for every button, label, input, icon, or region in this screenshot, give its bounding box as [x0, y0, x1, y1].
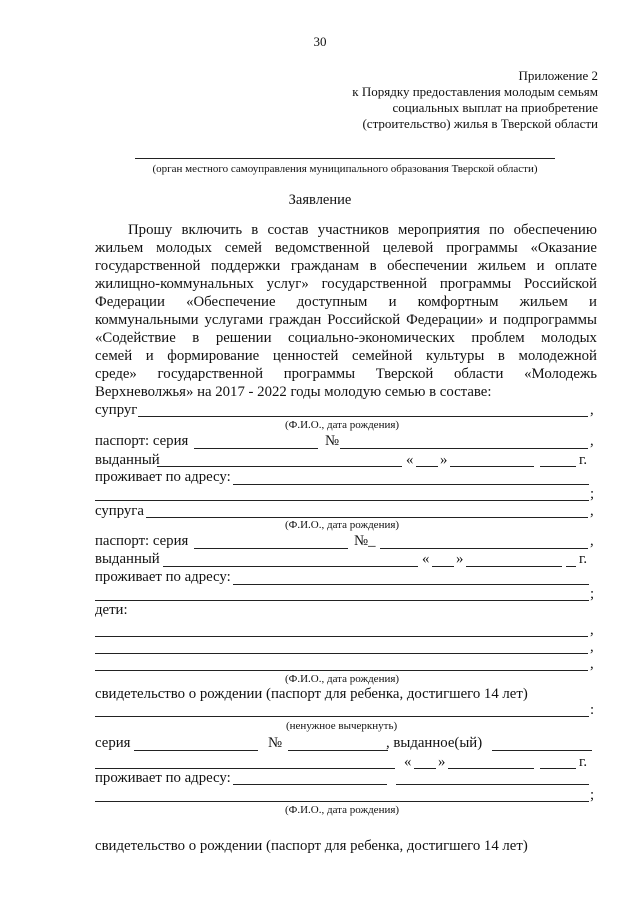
quote-close: » [440, 452, 448, 468]
issue-month-field[interactable] [466, 566, 562, 567]
comma: , [590, 402, 594, 418]
number-sign: № [325, 433, 340, 449]
issue-year-field[interactable] [566, 566, 576, 567]
certificate-number-field[interactable] [288, 750, 388, 751]
comma: , [590, 533, 594, 549]
spouse-m-label: супруг [95, 402, 138, 418]
spouse-m-name-field[interactable] [138, 416, 588, 417]
comma: , [590, 433, 594, 449]
number-sign: № [268, 735, 283, 751]
issue-day-field[interactable] [416, 466, 438, 467]
fio-caption: (Ф.И.О., дата рождения) [285, 419, 400, 431]
quote-open: « [422, 551, 430, 567]
birth-certificate-label: свидетельство о рождении (паспорт для ребенка, достигшего 14 лет) [95, 838, 528, 854]
issue-day-field[interactable] [432, 566, 454, 567]
comma: , [590, 622, 594, 638]
birth-certificate-label: свидетельство о рождении (паспорт для ребенка, достигшего 14 лет) [95, 686, 528, 702]
address-field-line-2[interactable] [95, 801, 589, 802]
year-abbr: г. [579, 754, 588, 770]
paragraph-line-7: «Содействие в решении социально-экономических проблем молодых [95, 330, 597, 346]
paragraph-line-8: семей и формирование ценностей семейной культуры в молодежной [95, 348, 597, 364]
appendix-line-3: социальных выплат на приобретение [392, 100, 598, 115]
passport-series-label: паспорт: серия [95, 533, 189, 549]
passport-number-field[interactable] [380, 548, 588, 549]
issued-label: выданный [95, 551, 160, 567]
address-label: проживает по адресу: [95, 469, 231, 485]
issue-month-field[interactable] [450, 466, 534, 467]
fio-caption: (Ф.И.О., дата рождения) [285, 804, 400, 816]
organ-caption: (орган местного самоуправления муниципального образования Тверской области) [152, 163, 538, 175]
year-abbr: г. [579, 551, 588, 567]
child-field-2[interactable] [95, 653, 588, 654]
document-title: Заявление [288, 192, 352, 208]
semicolon: ; [590, 787, 595, 803]
paragraph-line-1: Прошу включить в состав участников мероприятия по обеспечению [128, 222, 597, 238]
passport-number-field[interactable] [340, 448, 588, 449]
child-field-1[interactable] [95, 636, 588, 637]
passport-series-field[interactable] [194, 548, 348, 549]
fio-caption: (Ф.И.О., дата рождения) [285, 519, 400, 531]
passport-series-field[interactable] [194, 448, 318, 449]
address-field[interactable] [233, 784, 387, 785]
semicolon: ; [590, 486, 595, 502]
issued-by-label: , выданное(ый) [386, 735, 483, 751]
passport-series-label: паспорт: серия [95, 433, 189, 449]
address-field[interactable] [233, 584, 589, 585]
spouse-f-label: супруга [95, 503, 144, 519]
comma: , [590, 639, 594, 655]
issued-label: выданный [95, 452, 160, 468]
appendix-line-1: Приложение 2 [518, 68, 598, 83]
quote-open: « [406, 452, 414, 468]
quote-open: « [404, 754, 412, 770]
organ-name-field[interactable] [135, 158, 555, 159]
address-label: проживает по адресу: [95, 569, 231, 585]
paragraph-line-6: коммунальными услугами граждан Российской Федерации» и подпрограммы [95, 312, 597, 328]
issued-by-field[interactable] [163, 566, 418, 567]
quote-close: » [456, 551, 464, 567]
fio-caption: (Ф.И.О., дата рождения) [285, 673, 400, 685]
address-field-line-2[interactable] [95, 500, 589, 501]
comma: , [590, 656, 594, 672]
semicolon: ; [590, 586, 595, 602]
page-number: 30 [313, 34, 327, 49]
issued-by-field-line-2[interactable] [95, 768, 395, 769]
appendix-line-4: (строительство) жилья в Тверской области [362, 116, 598, 131]
paragraph-line-2: жильем молодых семей ведомственной целевой программы «Оказание [95, 240, 597, 256]
issue-year-field[interactable] [540, 466, 576, 467]
colon: : [590, 702, 595, 718]
comma: , [590, 503, 594, 519]
issue-day-field[interactable] [414, 768, 436, 769]
paragraph-line-3: государственной поддержки гражданам в обеспечении жильем и оплате [95, 258, 597, 274]
address-field[interactable] [233, 484, 589, 485]
spouse-f-name-field[interactable] [146, 517, 588, 518]
children-label: дети: [95, 602, 128, 618]
number-sign: №_ [354, 533, 376, 549]
series-label: серия [95, 735, 131, 751]
appendix-line-2: к Порядку предоставления молодым семьям [352, 84, 598, 99]
issue-year-field[interactable] [540, 768, 576, 769]
address-field-right[interactable] [396, 784, 589, 785]
issue-month-field[interactable] [448, 768, 534, 769]
paragraph-line-9: среде» государственной программы Тверской области «Молодежь [95, 366, 597, 382]
year-abbr: г. [579, 452, 588, 468]
address-field-line-2[interactable] [95, 600, 589, 601]
quote-close: » [438, 754, 446, 770]
child-field-3[interactable] [95, 670, 588, 671]
paragraph-line-4: жилищно-коммунальных услуг» государственной программы Российской [95, 276, 597, 292]
strike-unneeded-caption: (ненужное вычеркнуть) [286, 720, 398, 732]
document-type-field[interactable] [95, 716, 589, 717]
paragraph-line-10: Верхневолжья» на 2017 - 2022 годы молодую семью в составе: [95, 384, 492, 400]
paragraph-line-5: Федерации «Обеспечение доступным и комфортным жильем и [95, 294, 597, 310]
address-label: проживает по адресу: [95, 770, 231, 786]
certificate-series-field[interactable] [134, 750, 258, 751]
issued-by-field[interactable] [492, 750, 592, 751]
issued-by-field[interactable] [157, 466, 402, 467]
